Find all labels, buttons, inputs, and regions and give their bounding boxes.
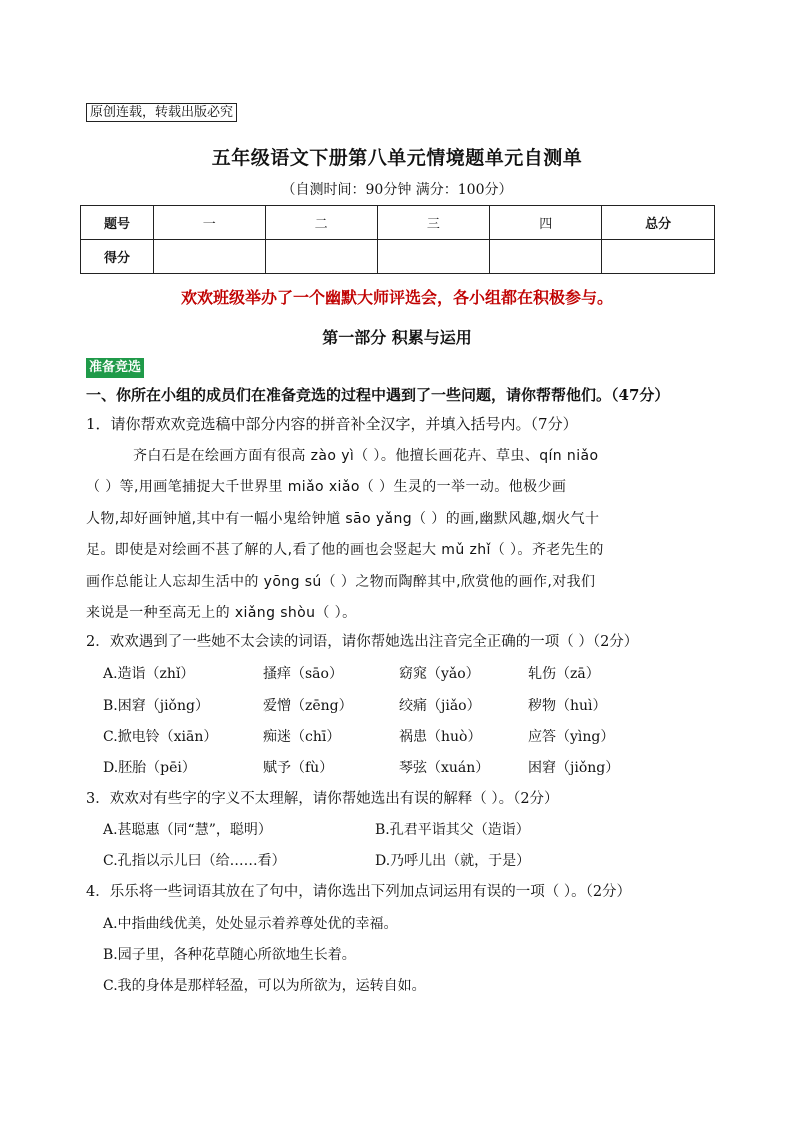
question-3-stem: 3．欢欢对有些字的字义不太理解，请你帮她选出有误的解释（ ）。（2分） — [86, 791, 559, 807]
q2-option-c-word3: 祸患（huò） — [399, 729, 482, 745]
q2-option-a-word3: 窈窕（yǎo） — [399, 666, 480, 682]
q3-option-d: D.乃呼儿出（就，于是） — [375, 853, 531, 869]
score-input-part1[interactable] — [153, 240, 265, 274]
score-table-score-row — [81, 240, 715, 274]
q3-option-b: B.孔君平诣其父（造诣） — [375, 822, 530, 838]
question-2-stem: 2．欢欢遇到了一些她不太会读的词语，请你帮她选出注音完全正确的一项（ ）（2分） — [86, 634, 639, 650]
section-tag: 准备竞选 — [86, 358, 144, 378]
q4-option-b: B.园子里，各种花草随心所欲地生长着。 — [103, 947, 356, 963]
score-input-part4[interactable] — [490, 240, 602, 274]
q2-option-c-word1: C.掀电铃（xiān） — [103, 729, 218, 745]
score-cell-label: 题号 — [81, 206, 154, 240]
score-table — [80, 205, 715, 274]
score-cell-total: 总分 — [602, 206, 715, 240]
passage-line: 人物,却好画钟馗,其中有一幅小鬼给钟馗 sāo yǎng（ ）的画,幽默风趣,烟火气十 — [86, 510, 600, 527]
score-cell-part1: 一 — [153, 206, 265, 240]
q2-option-b-word4: 秽物（huì） — [528, 698, 607, 714]
q2-option-d-word2: 赋予（fù） — [263, 760, 334, 776]
question-1-passage — [86, 441, 711, 629]
section-heading: 一、你所在小组的成员们在准备竞选的过程中遇到了一些问题，请你帮帮他们。（47分） — [86, 386, 670, 404]
q2-option-a-word1: A.造诣（zhǐ） — [103, 666, 195, 682]
page-subtitle: （自测时间：90分钟 满分：100分） — [281, 182, 513, 198]
q2-option-a-word2: 搔痒（sāo） — [263, 666, 343, 682]
score-cell-part4: 四 — [490, 206, 602, 240]
q4-option-c: C.我的身体是那样轻盈，可以为所欲为，运转自如。 — [103, 978, 426, 994]
passage-line: （ ）等,用画笔捕捉大千世界里 miǎo xiǎo（ ）生灵的一举一动。他极少画 — [86, 479, 567, 496]
passage-line: 齐白石是在绘画方面有很高 zào yì（ ）。他擅长画花卉、草虫、qín niǎo — [133, 448, 599, 464]
question-4-stem: 4．乐乐将一些词语其放在了句中，请你选出下列加点词运用有误的一项（ ）。（2分） — [86, 884, 632, 900]
score-cell-part2: 二 — [265, 206, 377, 240]
part-title: 第一部分 积累与运用 — [322, 328, 472, 347]
q2-option-d-word3: 琴弦（xuán） — [399, 760, 490, 776]
scenario-banner: 欢欢班级举办了一个幽默大师评选会，各小组都在积极参与。 — [180, 288, 613, 307]
passage-line: 来说是一种至高无上的 xiǎng shòu（ ）。 — [86, 604, 357, 621]
page-title: 五年级语文下册第八单元情境题单元自测单 — [211, 147, 583, 169]
passage-line: 画作总能让人忘却生活中的 yōng sú（ ）之物而陶醉其中,欣赏他的画作,对我们 — [86, 573, 596, 590]
q4-option-a: A.中指曲线优美，处处显示着养尊处优的幸福。 — [103, 916, 398, 932]
copyright-stamp: 原创连载，转载出版必究 — [86, 103, 237, 122]
q2-option-b-word2: 爱憎（zēng） — [263, 698, 353, 714]
score-input-part3[interactable] — [377, 240, 490, 274]
question-1-stem: 1．请你帮欢欢竞选稿中部分内容的拼音补全汉字，并填入括号内。（7分） — [86, 415, 578, 433]
q2-option-d-word1: D.胚胎（pēi） — [103, 760, 196, 776]
q3-option-c: C.孔指以示儿曰（给……看） — [103, 853, 286, 869]
score-input-part2[interactable] — [265, 240, 377, 274]
score-input-total[interactable] — [602, 240, 715, 274]
q2-option-c-word4: 应答（yìng） — [528, 729, 615, 745]
score-table-header-row — [81, 206, 715, 240]
q2-option-d-word4: 困窘（jiǒng） — [528, 760, 620, 776]
passage-line: 足。即使是对绘画不甚了解的人,看了他的画也会竖起大 mǔ zhǐ（ ）。齐老先生的 — [86, 542, 604, 559]
q2-option-c-word2: 痴迷（chī） — [263, 729, 341, 745]
q2-option-b-word3: 绞痛（jiǎo） — [399, 698, 481, 714]
score-cell-part3: 三 — [377, 206, 490, 240]
q2-option-a-word4: 轧伤（zā） — [528, 666, 600, 682]
score-row-label: 得分 — [81, 240, 154, 274]
q3-option-a: A.甚聪惠（同“慧”，聪明） — [103, 822, 272, 838]
q2-option-b-word1: B.困窘（jiǒng） — [103, 698, 209, 714]
